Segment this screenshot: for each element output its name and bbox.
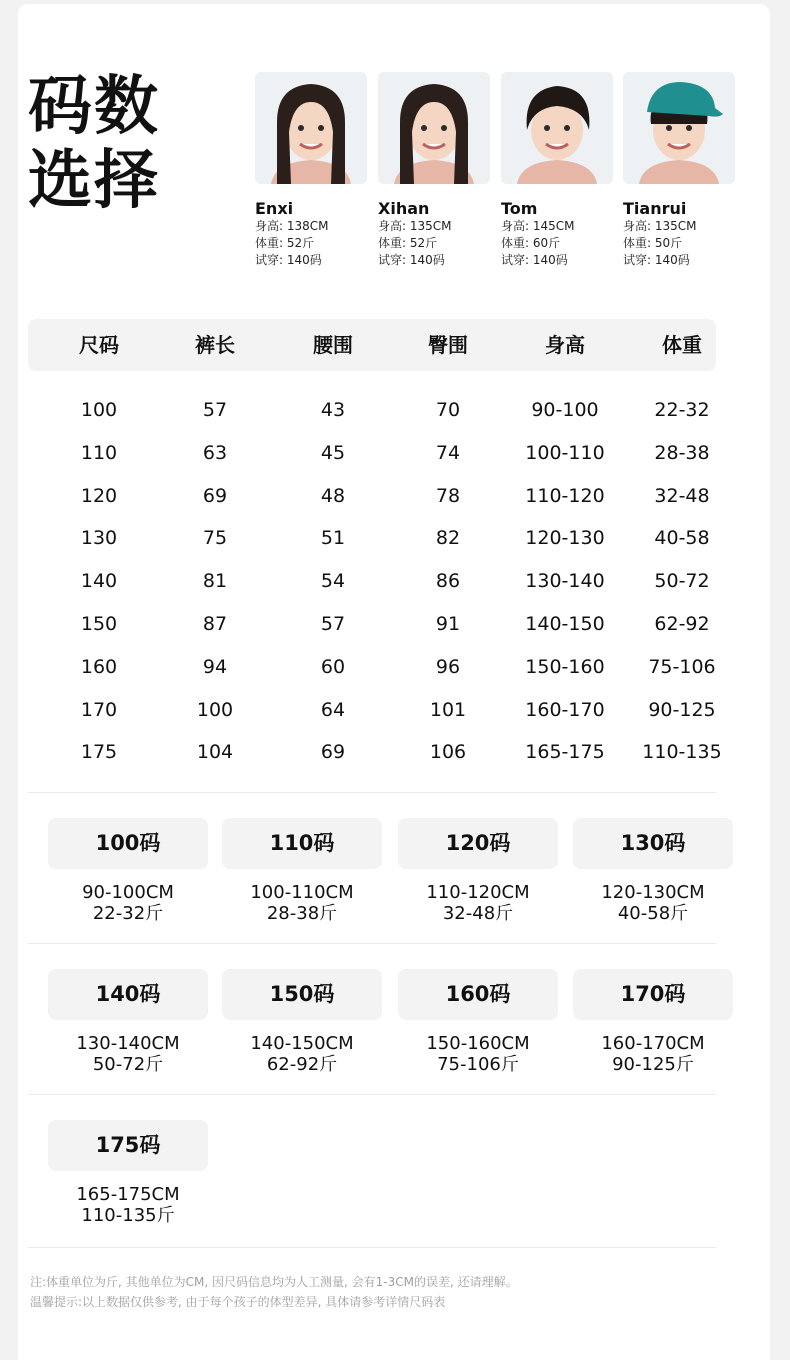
table-cell: 43: [320, 399, 346, 421]
model-photo: [501, 72, 613, 184]
table-cell: 130: [80, 527, 118, 550]
size-label: 120码: [398, 818, 558, 869]
model-height: 身高: 135CM: [623, 219, 697, 233]
table-cell: 69: [202, 484, 228, 507]
table-cell: 70: [435, 399, 461, 421]
model-name: Xihan: [378, 199, 430, 218]
table-cell: 69: [320, 741, 346, 764]
table-cell: 45: [320, 441, 346, 464]
model-photo-graphic: [378, 72, 490, 184]
size-height-range: 130-140CM: [76, 1033, 180, 1054]
size-weight-range: 40-58斤: [617, 903, 689, 924]
table-row: [28, 560, 716, 603]
size-label: 175码: [48, 1120, 208, 1171]
size-height-range: 150-160CM: [426, 1033, 530, 1054]
size-card: [48, 1120, 208, 1226]
model-photo-graphic: [501, 72, 613, 184]
model-photo: [378, 72, 490, 184]
table-header-cell: 体重: [662, 333, 702, 357]
table-cell: 87: [202, 612, 228, 635]
table-row: [28, 731, 722, 774]
model-weight: 体重: 60斤: [501, 236, 561, 250]
table-header-cell: 臀围: [428, 333, 468, 357]
size-height-range: 165-175CM: [76, 1184, 180, 1205]
size-label: 150码: [222, 969, 382, 1020]
model-card: [255, 72, 367, 269]
model-name: Tianrui: [623, 199, 687, 218]
size-card: [222, 818, 382, 924]
size-label: 160码: [398, 969, 558, 1020]
size-card: [48, 818, 208, 924]
table-cell: 140-150: [525, 612, 605, 635]
table-cell: 91: [435, 612, 461, 635]
table-cell: 60: [320, 655, 346, 678]
model-tried-size: 试穿: 140码: [501, 253, 568, 267]
model-photo-graphic: [255, 72, 367, 184]
size-card: [398, 969, 558, 1075]
size-height-range: 110-120CM: [426, 882, 530, 903]
divider: [28, 792, 716, 793]
model-height: 身高: 138CM: [255, 219, 329, 233]
model-height: 身高: 145CM: [501, 219, 575, 233]
size-height-range: 120-130CM: [601, 882, 705, 903]
model-photo: [255, 72, 367, 184]
size-weight-range: 32-48斤: [442, 903, 514, 924]
table-cell: 170: [80, 698, 118, 721]
table-cell: 120: [80, 484, 118, 507]
note-text: 注:体重单位为斤, 其他单位为CM, 因尺码信息均为人工测量, 会有1-3CM的误差, 还请理解。: [30, 1275, 518, 1289]
table-cell: 100: [80, 399, 118, 421]
size-height-range: 100-110CM: [250, 882, 354, 903]
table-cell: 75-106: [648, 655, 716, 678]
table-cell: 22-32: [654, 399, 710, 421]
table-row: [28, 475, 716, 518]
table-cell: 110-120: [525, 484, 605, 507]
divider: [28, 1094, 716, 1095]
model-photo-graphic: [623, 72, 735, 184]
tip-text: 温馨提示:以上数据仅供参考, 由于每个孩子的体型差异, 具体请参考详情尺码表: [30, 1295, 446, 1309]
model-tried-size: 试穿: 140码: [378, 253, 445, 267]
size-label: 140码: [48, 969, 208, 1020]
model-card: [378, 72, 490, 269]
table-cell: 165-175: [525, 741, 605, 764]
table-header-cell: 身高: [545, 333, 585, 357]
table-row: [28, 646, 716, 689]
table-cell: 57: [320, 612, 346, 635]
model-height: 身高: 135CM: [378, 219, 452, 233]
model-card: [501, 72, 613, 269]
table-row: [28, 603, 716, 646]
table-header-cell: 腰围: [313, 333, 353, 357]
size-table-body: [28, 389, 722, 774]
size-weight-range: 75-106斤: [437, 1054, 519, 1075]
table-header-cell: 尺码: [79, 333, 119, 357]
table-cell: 160: [80, 655, 118, 678]
table-cell: 75: [202, 527, 228, 550]
title-line-1: 码数: [28, 70, 160, 144]
table-row: [28, 517, 716, 560]
table-cell: 101: [429, 698, 467, 721]
table-cell: 62-92: [654, 612, 710, 635]
size-weight-range: 90-125斤: [612, 1054, 694, 1075]
table-cell: 63: [202, 441, 228, 464]
size-card: [573, 818, 733, 924]
table-row: [28, 689, 716, 732]
size-label: 170码: [573, 969, 733, 1020]
size-card: [48, 969, 208, 1075]
table-cell: 100: [196, 698, 234, 721]
size-card: [573, 969, 733, 1075]
table-cell: 90-125: [648, 698, 716, 721]
table-cell: 82: [435, 527, 461, 550]
model-tried-size: 试穿: 140码: [623, 253, 690, 267]
size-height-range: 140-150CM: [250, 1033, 354, 1054]
model-name: Enxi: [255, 199, 294, 218]
table-cell: 106: [429, 741, 467, 764]
table-cell: 74: [435, 441, 461, 464]
table-cell: 120-130: [525, 527, 605, 550]
size-weight-range: 22-32斤: [92, 903, 164, 924]
size-card: [222, 969, 382, 1075]
size-label: 100码: [48, 818, 208, 869]
size-card: [398, 818, 558, 924]
table-cell: 40-58: [654, 527, 710, 550]
table-cell: 130-140: [525, 570, 605, 593]
size-height-range: 160-170CM: [601, 1033, 705, 1054]
table-cell: 78: [435, 484, 461, 507]
table-header-cell: 裤长: [195, 333, 235, 357]
table-cell: 94: [202, 655, 228, 678]
table-cell: 57: [202, 399, 228, 421]
model-tried-size: 试穿: 140码: [255, 253, 322, 267]
table-cell: 28-38: [654, 441, 710, 464]
size-height-range: 90-100CM: [82, 882, 174, 903]
table-cell: 64: [320, 698, 346, 721]
size-weight-range: 50-72斤: [92, 1054, 164, 1075]
table-cell: 86: [435, 570, 461, 593]
table-cell: 96: [435, 655, 461, 678]
model-weight: 体重: 52斤: [255, 236, 315, 250]
size-weight-range: 110-135斤: [81, 1205, 175, 1226]
model-card: [623, 72, 735, 269]
table-row: [28, 389, 716, 432]
size-table-header: [28, 319, 716, 371]
table-cell: 175: [80, 741, 118, 764]
divider: [28, 943, 716, 944]
table-cell: 104: [196, 741, 234, 764]
page-title: [28, 70, 178, 218]
size-weight-range: 62-92斤: [266, 1054, 338, 1075]
size-label: 110码: [222, 818, 382, 869]
model-name: Tom: [501, 199, 538, 218]
table-cell: 150-160: [525, 655, 605, 678]
table-cell: 100-110: [525, 441, 605, 464]
table-row: [28, 432, 716, 475]
table-cell: 90-100: [531, 399, 599, 421]
table-cell: 54: [320, 570, 346, 593]
table-cell: 110: [80, 441, 118, 464]
table-cell: 150: [80, 612, 118, 635]
table-cell: 110-135: [642, 741, 722, 764]
table-cell: 48: [320, 484, 346, 507]
table-cell: 160-170: [525, 698, 605, 721]
size-weight-range: 28-38斤: [266, 903, 338, 924]
model-weight: 体重: 52斤: [378, 236, 438, 250]
table-cell: 50-72: [654, 570, 710, 593]
model-weight: 体重: 50斤: [623, 236, 683, 250]
table-cell: 140: [80, 570, 118, 593]
table-cell: 32-48: [654, 484, 710, 507]
table-cell: 51: [320, 527, 346, 550]
model-photo: [623, 72, 735, 184]
title-line-2: 选择: [28, 144, 160, 218]
divider: [28, 1247, 716, 1248]
size-label: 130码: [573, 818, 733, 869]
table-cell: 81: [202, 570, 228, 593]
